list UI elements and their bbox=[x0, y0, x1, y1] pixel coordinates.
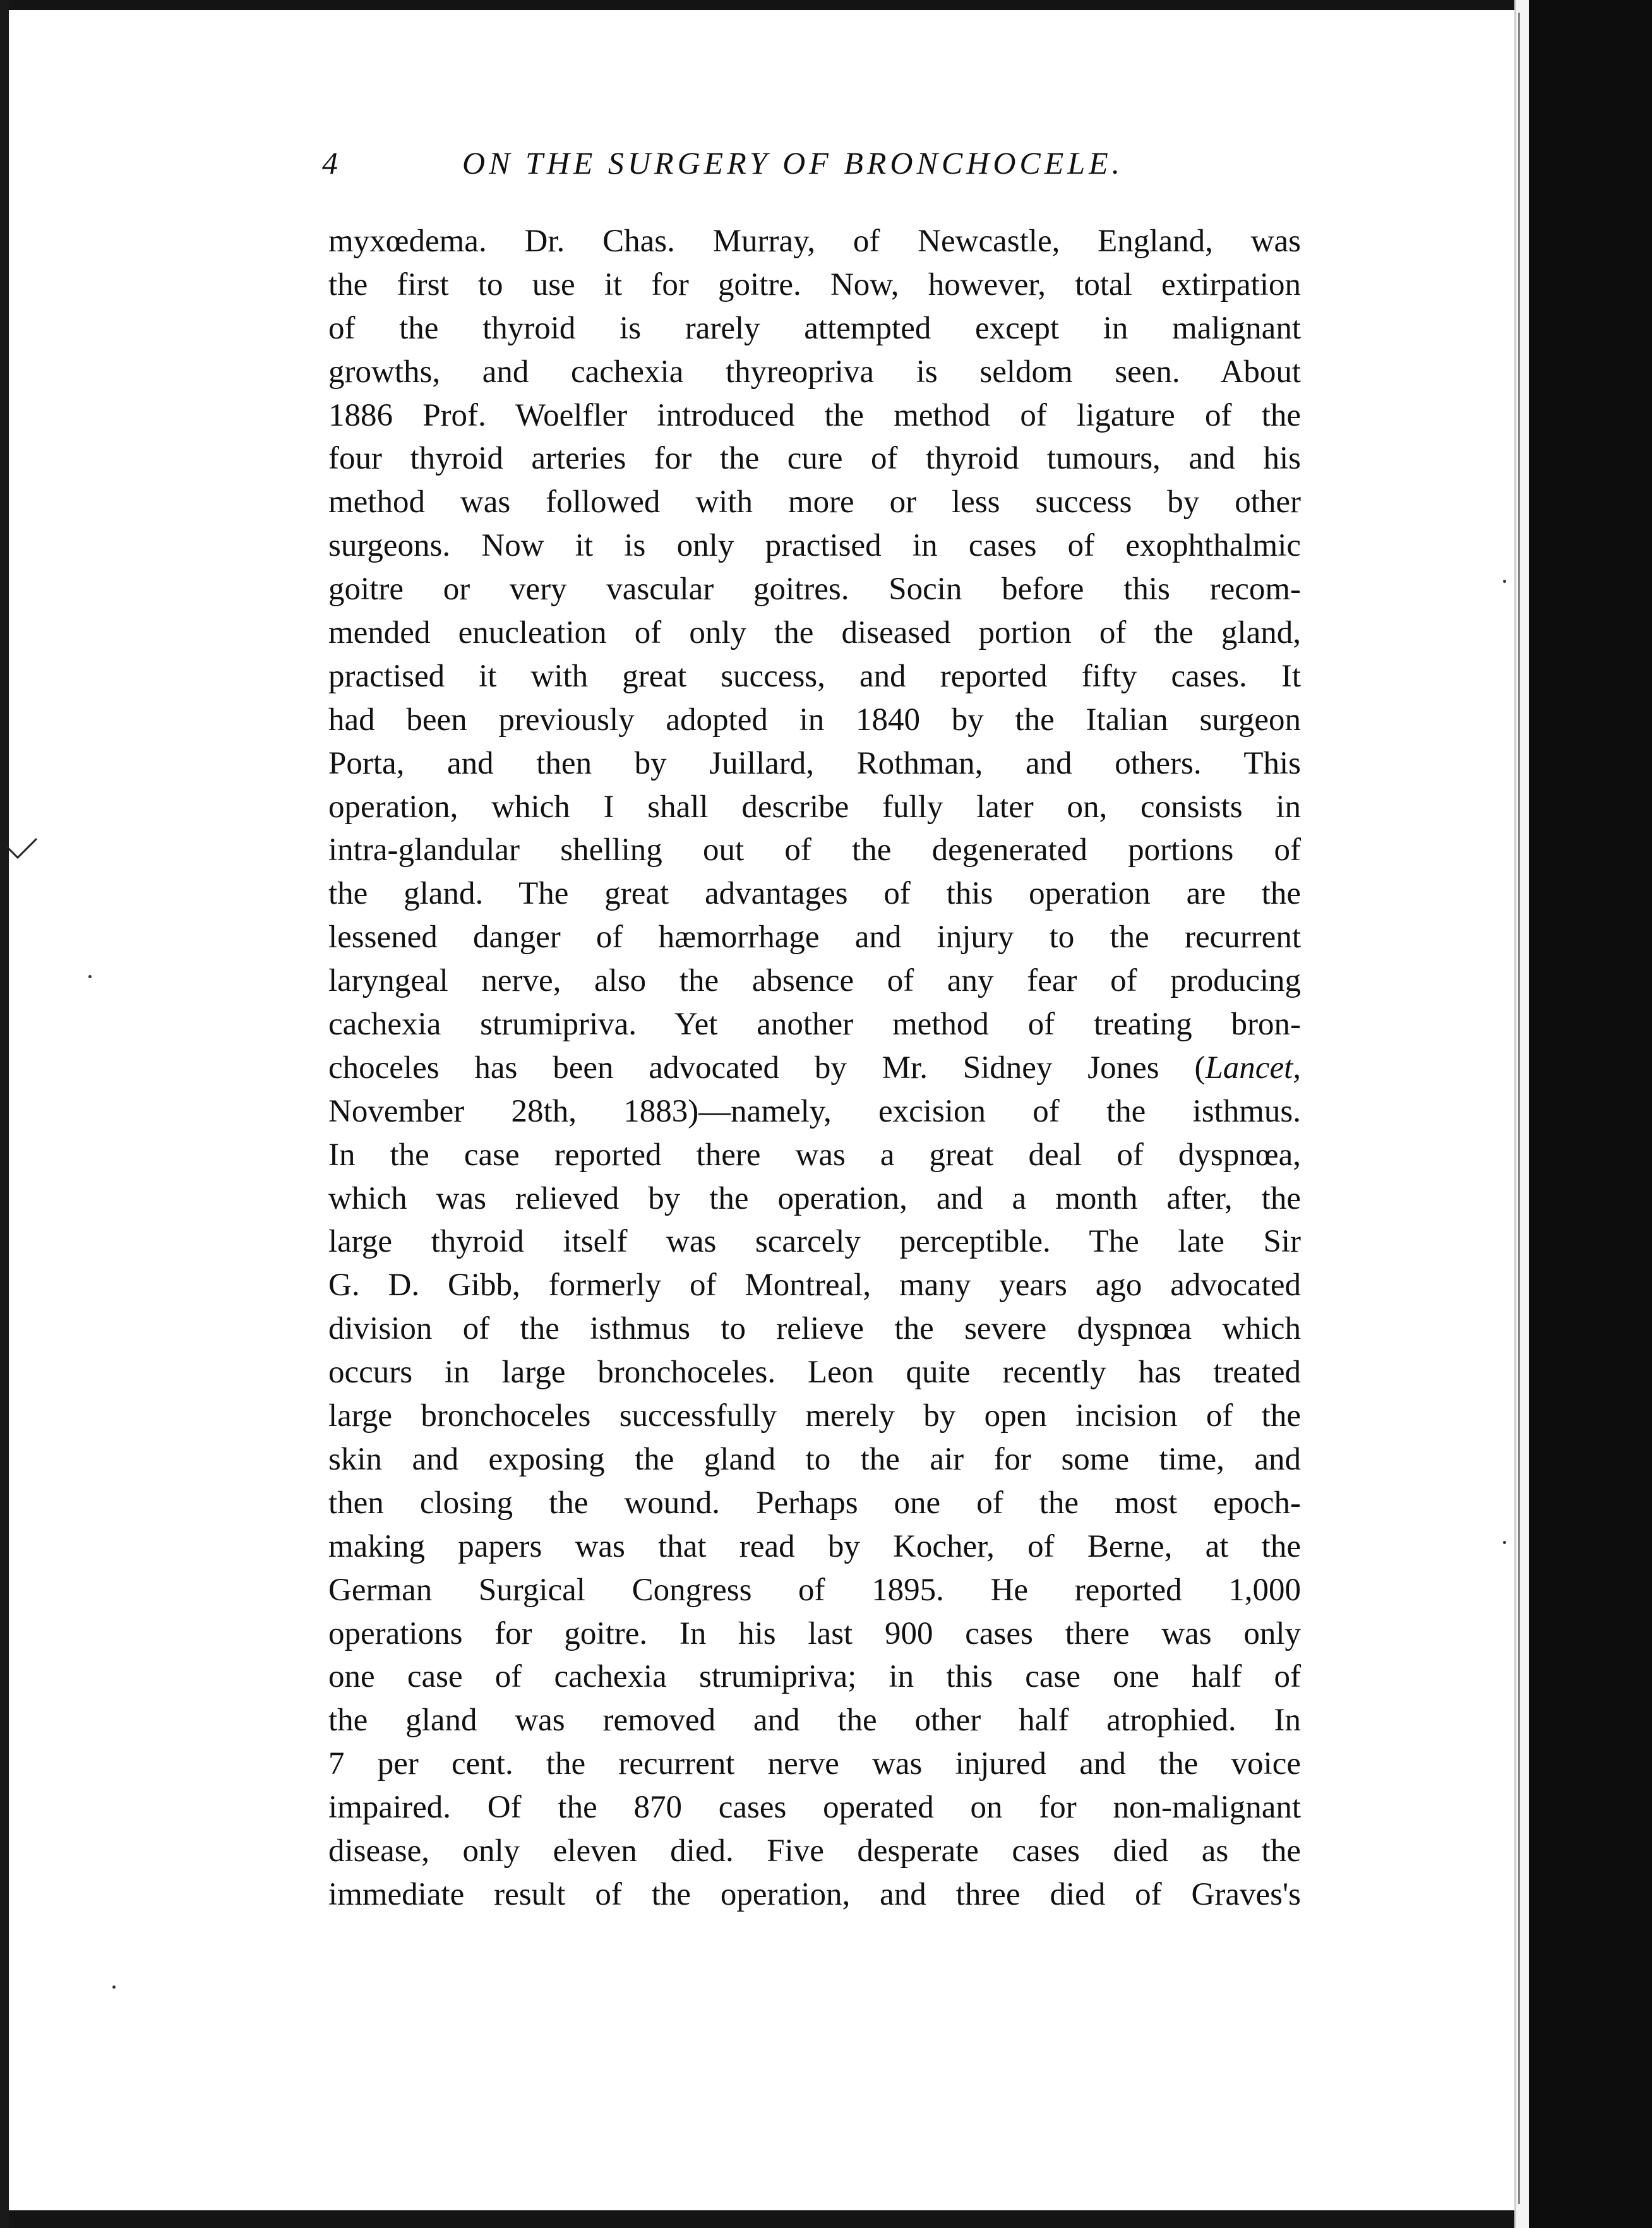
text-line: which was relieved by the operation, and a month after, the bbox=[328, 1180, 1301, 1216]
text-line: 7 per cent. the recurrent nerve was injured and the voice bbox=[328, 1746, 1301, 1782]
text-line: then closing the wound. Perhaps one of the most epoch- bbox=[328, 1485, 1301, 1521]
text-line: myxœdema. Dr. Chas. Murray, of Newcastle, England, was bbox=[328, 224, 1301, 259]
text-line: G. D. Gibb, formerly of Montreal, many years ago advocated bbox=[328, 1267, 1301, 1303]
text-line: intra-glandular shelling out of the degenerated portions of bbox=[328, 832, 1301, 868]
page-number: 4 bbox=[322, 145, 338, 181]
scan-border-top bbox=[0, 0, 1652, 10]
running-title: ON THE SURGERY OF BRONCHOCELE. bbox=[462, 145, 1124, 181]
text-line: impaired. Of the 870 cases operated on for non-malignant bbox=[328, 1790, 1301, 1826]
text-line: laryngeal nerve, also the absence of any fear of producing bbox=[328, 963, 1301, 999]
text-line: one case of cachexia strumipriva; in this case one half of bbox=[328, 1659, 1301, 1695]
scan-border-left bbox=[0, 0, 9, 2228]
scan-border-right bbox=[1527, 0, 1652, 2228]
scan-speck bbox=[1503, 580, 1506, 583]
scan-speck bbox=[88, 975, 92, 978]
text-line: making papers was that read by Kocher, of Berne, at the bbox=[328, 1528, 1301, 1564]
text-line-with-citation bbox=[328, 1046, 1301, 1090]
text-line: German Surgical Congress of 1895. He reported 1,000 bbox=[328, 1572, 1301, 1608]
scan-gutter-line bbox=[1518, 13, 1520, 2204]
citation-journal: Lancet, bbox=[1205, 1050, 1301, 1086]
citation-paren: ( bbox=[1194, 1050, 1206, 1086]
text-line: lessened danger of hæmorrhage and injury to the recurrent bbox=[328, 919, 1301, 955]
scan-speck bbox=[112, 1985, 116, 1989]
text-line: In the case reported there was a great deal of dyspnœa, bbox=[328, 1137, 1301, 1173]
text-line: disease, only eleven died. Five desperate cases died as the bbox=[328, 1833, 1301, 1869]
text-line: the gland was removed and the other half atrophied. In bbox=[328, 1703, 1301, 1739]
text-segment: choceles has been advocated by Mr. Sidney Jones bbox=[328, 1050, 1159, 1086]
text-line: goitre or very vascular goitres. Socin before this recom- bbox=[328, 572, 1301, 608]
scan-facing-page-edge bbox=[1514, 0, 1529, 2228]
scan-speck bbox=[1503, 1541, 1506, 1544]
text-line: 1886 Prof. Woelfler introduced the method of ligature of the bbox=[328, 397, 1301, 433]
text-line: occurs in large bronchoceles. Leon quite recently has treated bbox=[328, 1355, 1301, 1391]
body-text bbox=[328, 220, 1301, 1917]
text-line: four thyroid arteries for the cure of thyroid tumours, and his bbox=[328, 441, 1301, 477]
text-line: had been previously adopted in 1840 by the Italian surgeon bbox=[328, 702, 1301, 738]
text-line: November 28th, 1883)—namely, excision of the isthmus. bbox=[328, 1093, 1301, 1129]
scan-border-bottom bbox=[0, 2210, 1652, 2228]
text-line: the first to use it for goitre. Now, however, total extirpation bbox=[328, 267, 1301, 302]
text-line: practised it with great success, and reported fifty cases. It bbox=[328, 658, 1301, 694]
scan-edge-mark-icon bbox=[5, 832, 43, 870]
text-line: operation, which I shall describe fully later on, consists in bbox=[328, 789, 1301, 825]
text-line: cachexia strumipriva. Yet another method of treating bron- bbox=[328, 1007, 1301, 1043]
text-line: skin and exposing the gland to the air for some time, and bbox=[328, 1441, 1301, 1477]
text-line: large thyroid itself was scarcely perceptible. The late Sir bbox=[328, 1224, 1301, 1260]
text-line: method was followed with more or less success by other bbox=[328, 484, 1301, 520]
text-line: operations for goitre. In his last 900 cases there was only bbox=[328, 1615, 1301, 1651]
text-line: immediate result of the operation, and three died of Graves's bbox=[328, 1876, 1301, 1912]
text-line: division of the isthmus to relieve the severe dyspnœa which bbox=[328, 1311, 1301, 1347]
text-line: the gland. The great advantages of this operation are the bbox=[328, 876, 1301, 912]
page-header bbox=[322, 138, 1301, 188]
text-line: of the thyroid is rarely attempted except in malignant bbox=[328, 310, 1301, 346]
text-line: surgeons. Now it is only practised in cases of exophthalmic bbox=[328, 528, 1301, 564]
text-line: mended enucleation of only the diseased portion of the gland, bbox=[328, 615, 1301, 651]
text-line: large bronchoceles successfully merely by open incision of the bbox=[328, 1398, 1301, 1434]
text-line: Porta, and then by Juillard, Rothman, and others. This bbox=[328, 745, 1301, 781]
text-line: growths, and cachexia thyreopriva is seldom seen. About bbox=[328, 354, 1301, 390]
